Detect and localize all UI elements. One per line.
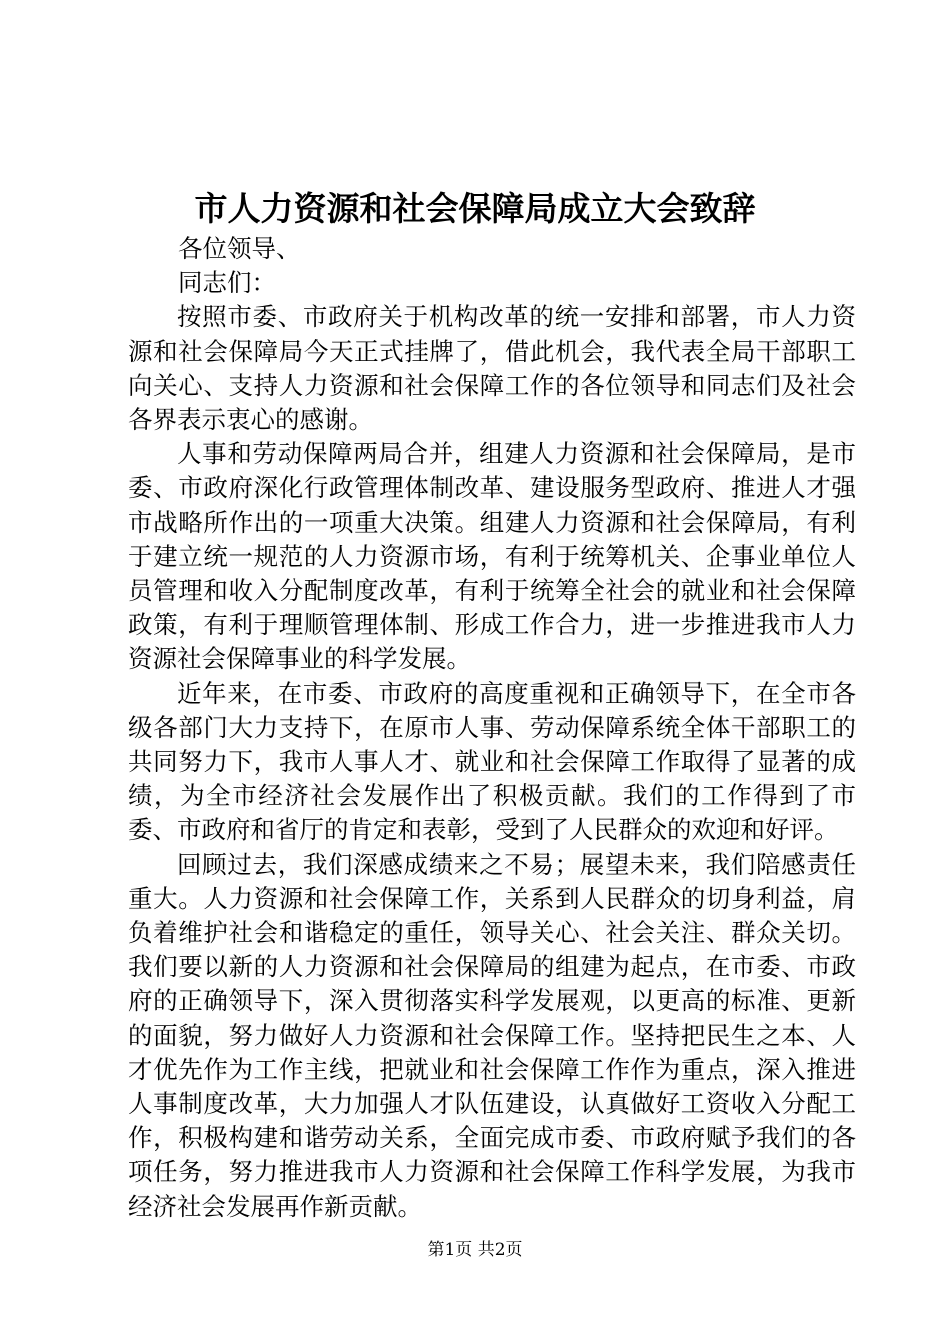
salutation-line: 同志们： (178, 268, 276, 298)
body-paragraph: 人事和劳动保障两局合并，组建人力资源和社会保障局，是市委、市政府深化行政管理体制改革、建设服务型政府、推进人才强市战略所作出的一项重大决策。组建人力资源和社会保障局，有利于建立统一规范的人力资源市场，有利于统筹机关、企事业单位人员管理和收入分配制度改革，有利于统筹全社会的就业和社会保障政策，有利于理顺管理体制、形成工作合力，进一步推进我市人力资源社会保障事业的科学发展。 (128, 439, 856, 674)
body-paragraph: 按照市委、市政府关于机构改革的统一安排和部署，市人力资源和社会保障局今天正式挂牌了，借此机会，我代表全局干部职工向关心、支持人力资源和社会保障工作的各位领导和同志们及社会各界表示衷心的感谢。 (128, 302, 856, 435)
document-body (128, 232, 856, 1224)
salutation-line: 各位领导、 (178, 234, 301, 263)
body-paragraph: 回顾过去，我们深感成绩来之不易；展望未来，我们陪感责任重大。人力资源和社会保障工作，关系到人民群众的切身利益，肩负着维护社会和谐稳定的重任，领导关心、社会关注、群众关切。我们要以新的人力资源和社会保障局的组建为起点，在市委、市政府的正确领导下，深入贯彻落实科学发展观，以更高的标准、更新的面貌，努力做好人力资源和社会保障工作。坚持把民生之本、人才优先作为工作主线，把就业和社会保障工作作为重点，深入推进人事制度改革，大力加强人才队伍建设，认真做好工资收入分配工作，积极构建和谐劳动关系，全面完成市委、市政府赋予我们的各项任务，努力推进我市人力资源和社会保障工作科学发展，为我市经济社会发展再作新贡献。 (128, 849, 856, 1221)
page-number-footer: 第1页 共2页 (427, 1240, 523, 1260)
body-paragraph: 近年来，在市委、市政府的高度重视和正确领导下，在全市各级各部门大力支持下，在原市人事、劳动保障系统全体干部职工的共同努力下，我市人事人才、就业和社会保障工作取得了显著的成绩，为全市经济社会发展作出了积极贡献。我们的工作得到了市委、市政府和省厅的肯定和表彰，受到了人民群众的欢迎和好评。 (128, 678, 856, 845)
document-title: 市人力资源和社会保障局成立大会致辞 (194, 189, 756, 228)
